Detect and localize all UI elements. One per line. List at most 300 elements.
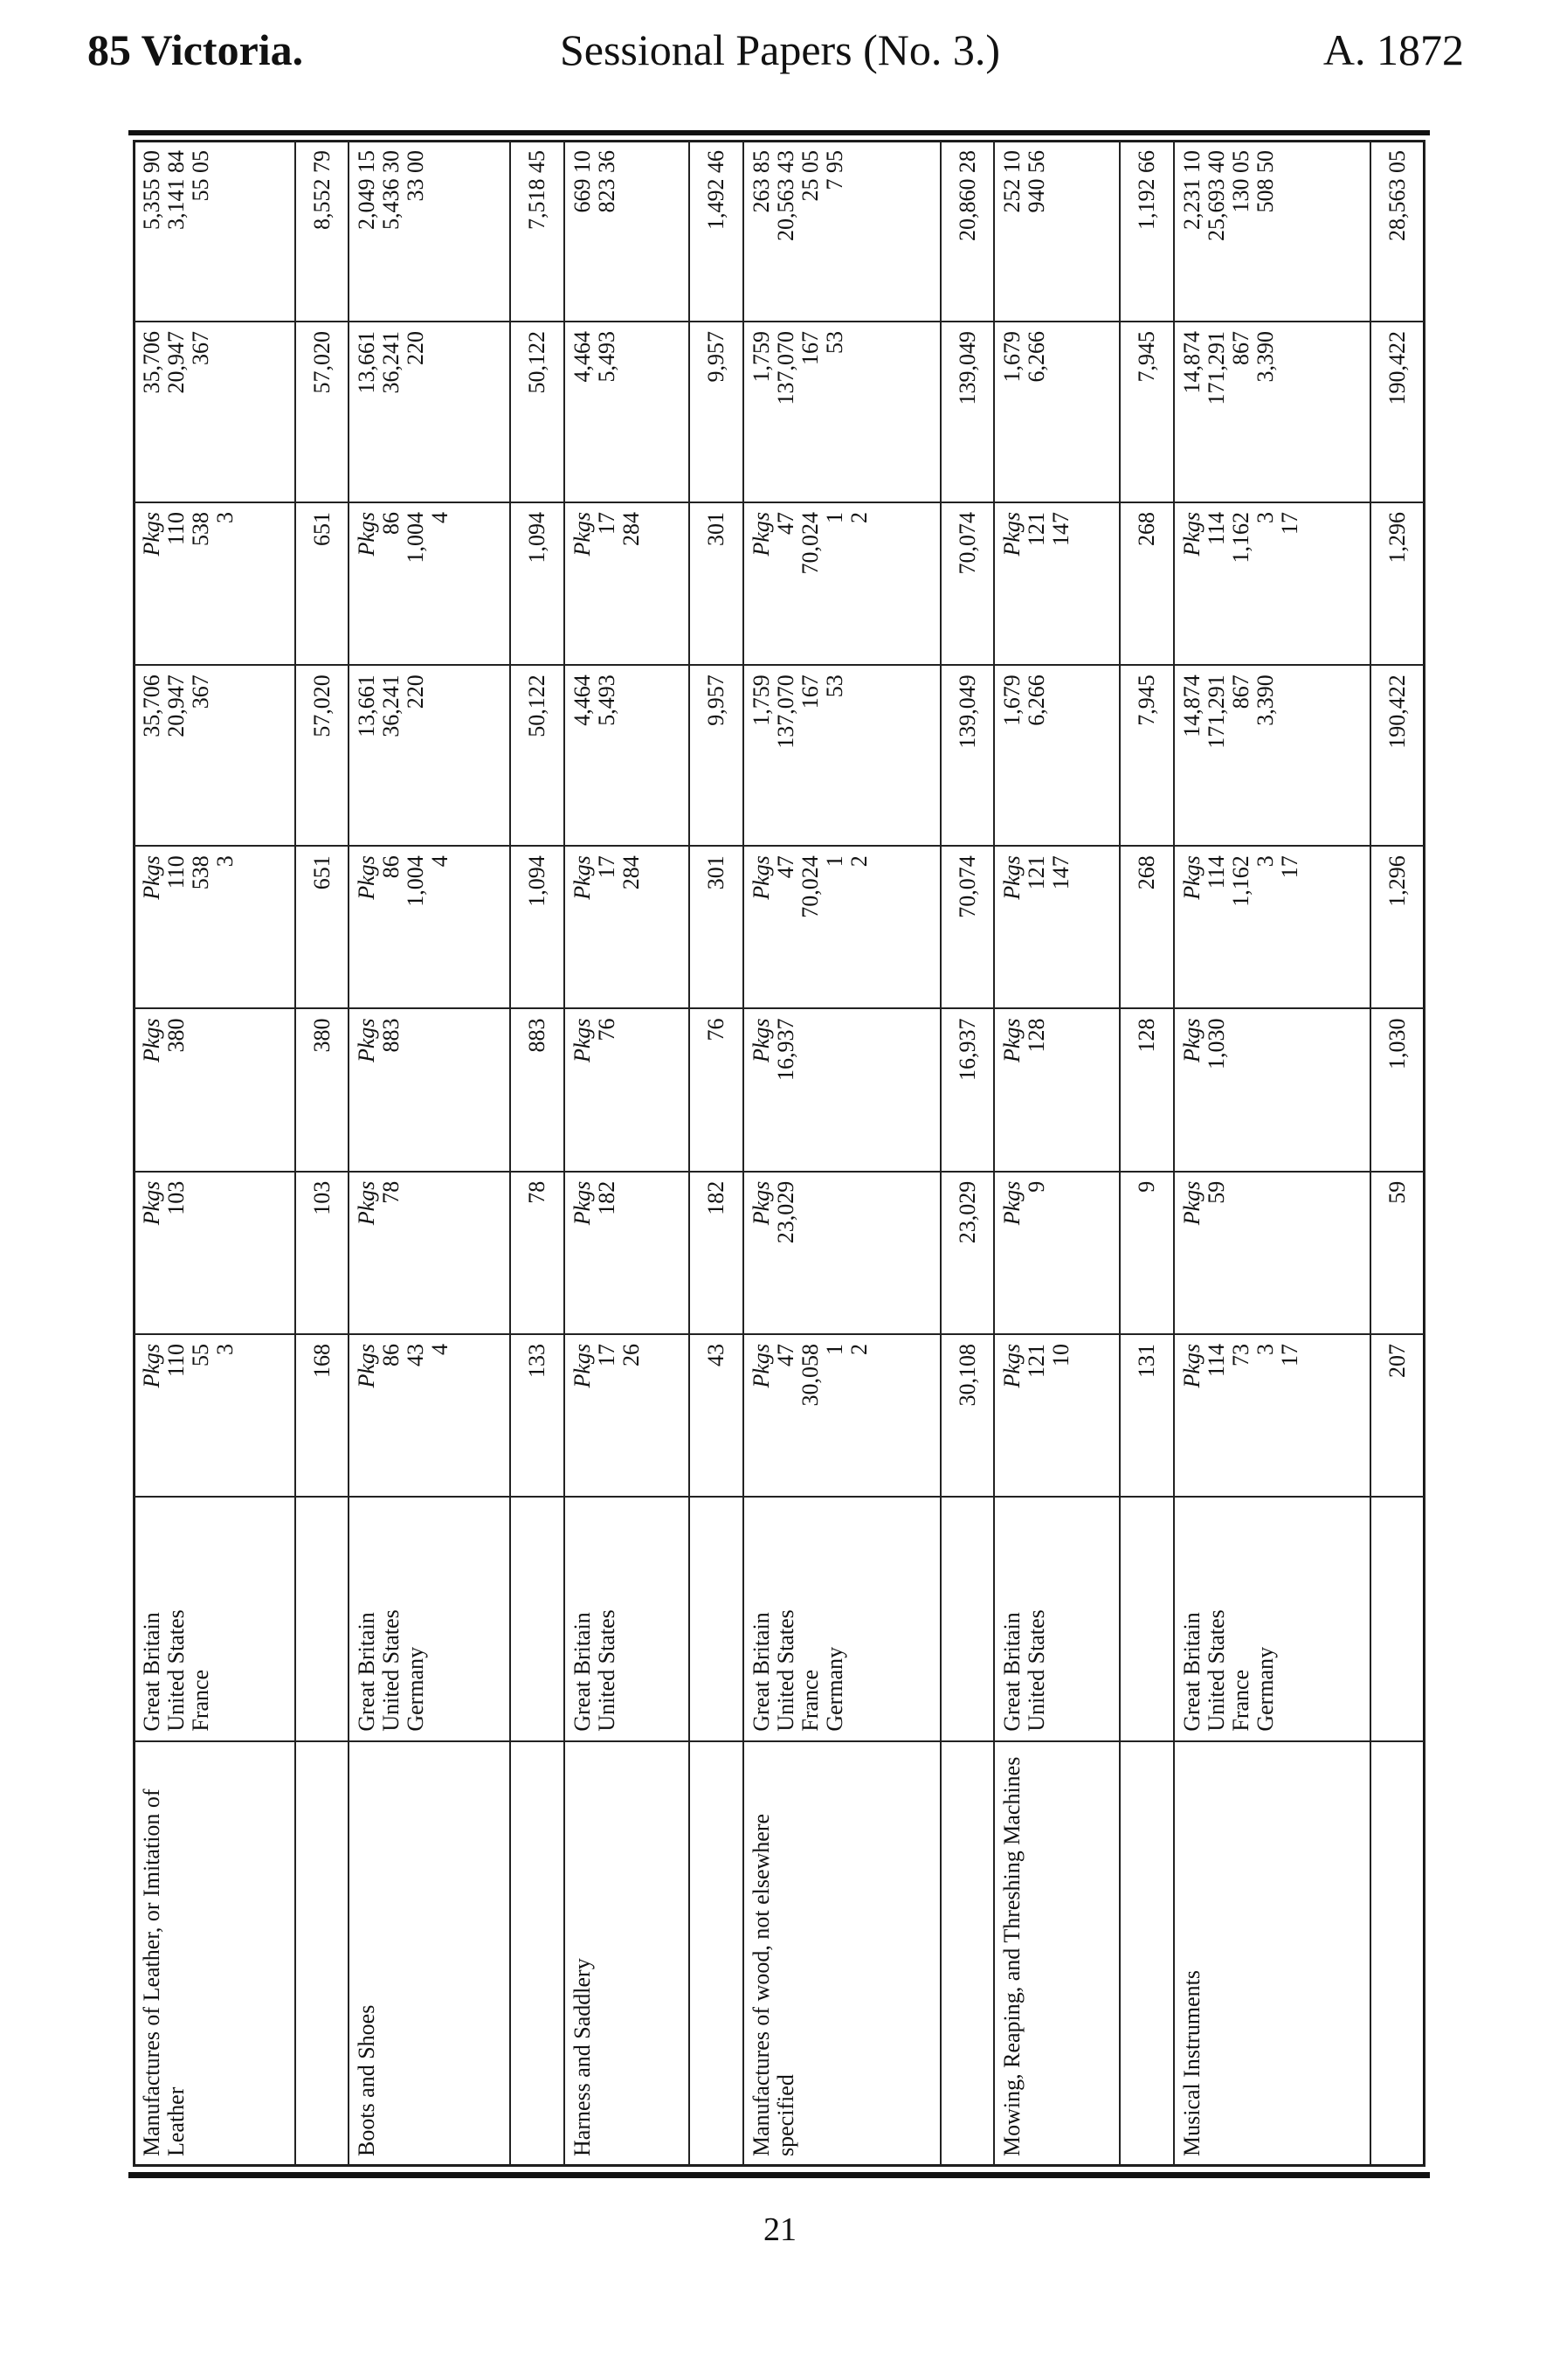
value: 20,947 xyxy=(163,675,189,737)
value-cell-c8 xyxy=(349,141,510,322)
value-cell-c8 xyxy=(743,141,941,322)
value-cell-c4 xyxy=(1174,846,1371,1008)
value-cell-c2 xyxy=(1174,1172,1371,1334)
value-cell-c7 xyxy=(1174,322,1371,502)
value: 20,947 xyxy=(163,331,189,394)
value: 538 xyxy=(188,855,213,890)
value-cell-c1 xyxy=(349,1334,510,1497)
article-cell xyxy=(134,1741,295,2166)
total-cell-c7: 190,422 xyxy=(1370,322,1425,502)
value-cell-c4 xyxy=(349,846,510,1008)
total-cell-c3: 76 xyxy=(689,1008,743,1171)
value-cell-c1 xyxy=(564,1334,690,1497)
value: 4,464 xyxy=(569,675,595,726)
value: 114 xyxy=(1203,855,1229,889)
unit-label: Pkgs xyxy=(139,511,164,557)
country-cell xyxy=(564,1497,690,1740)
total-cell-c8: 28,563 05 xyxy=(1370,141,1425,322)
unit-label: Pkgs xyxy=(569,1343,595,1388)
value: 59 xyxy=(1203,1180,1229,1204)
total-row xyxy=(689,141,743,2166)
value: 1,679 xyxy=(999,331,1025,383)
total-cell-c4: 1,296 xyxy=(1370,846,1425,1008)
article-name: Boots and Shoes xyxy=(354,2004,380,2156)
value: 16,937 xyxy=(772,1018,798,1081)
article-cell xyxy=(743,1741,941,2166)
value: 147 xyxy=(1048,855,1074,890)
total-cell-c6: 268 xyxy=(1120,502,1174,665)
value-cell-c7 xyxy=(994,322,1120,502)
total-spacer xyxy=(1370,1741,1425,2166)
value-cell-c2 xyxy=(134,1172,295,1334)
value-cell-c8 xyxy=(1174,141,1371,322)
value-cell-c3 xyxy=(1174,1008,1371,1171)
unit-label: Pkgs xyxy=(999,1180,1025,1226)
total-cell-c7: 7,945 xyxy=(1120,322,1174,502)
total-cell-c1: 168 xyxy=(295,1334,349,1497)
value: 4 xyxy=(427,1343,453,1355)
value: 53 xyxy=(821,675,847,698)
value: 26 xyxy=(618,1343,644,1366)
import-ledger-table xyxy=(133,140,1425,2167)
value-cell-c6 xyxy=(743,502,941,665)
value-cell-c4 xyxy=(564,846,690,1008)
unit-label: Pkgs xyxy=(1178,1180,1205,1226)
value-cell-c5 xyxy=(134,665,295,846)
value: 30,058 xyxy=(797,1343,823,1407)
country-name: United States xyxy=(1024,1609,1050,1732)
value: 2 xyxy=(846,511,872,523)
value: 47 xyxy=(772,1343,798,1366)
value-cell-c6 xyxy=(564,502,690,665)
value: 220 xyxy=(403,331,429,366)
total-cell-c2: 23,029 xyxy=(941,1172,995,1334)
unit-label: Pkgs xyxy=(748,1018,774,1062)
section-row xyxy=(134,141,295,2166)
value: 23,029 xyxy=(772,1180,798,1244)
unit-label: Pkgs xyxy=(354,511,380,557)
total-cell-c7: 139,049 xyxy=(941,322,995,502)
value: 4 xyxy=(427,511,453,523)
value: 171,291 xyxy=(1203,675,1229,749)
value-cell-c1 xyxy=(994,1334,1120,1497)
total-row xyxy=(941,141,995,2166)
unit-label: Pkgs xyxy=(569,1018,595,1062)
value-cell-c8 xyxy=(564,141,690,322)
value: 284 xyxy=(618,855,644,890)
value: 1,679 xyxy=(999,675,1025,726)
value: 33 00 xyxy=(403,150,429,202)
value: 263 85 xyxy=(748,150,774,213)
value: 3 xyxy=(1252,1343,1278,1355)
total-cell-c1: 131 xyxy=(1120,1334,1174,1497)
total-cell-c4: 268 xyxy=(1120,846,1174,1008)
value-cell-c2 xyxy=(349,1172,510,1334)
document-title: Sessional Papers (No. 3.) xyxy=(559,25,1001,74)
unit-label: Pkgs xyxy=(1178,855,1205,900)
article-name: Manufactures of wood, not elsewhere specified xyxy=(748,1813,798,2156)
total-cell-c1: 207 xyxy=(1370,1334,1425,1497)
value: 167 xyxy=(797,675,823,709)
total-cell-c6: 1,296 xyxy=(1370,502,1425,665)
value: 2,231 10 xyxy=(1178,150,1205,230)
value: 73 xyxy=(1227,1343,1253,1366)
total-row xyxy=(1370,141,1425,2166)
value: 43 xyxy=(403,1343,429,1366)
total-cell-c5: 9,957 xyxy=(689,665,743,846)
section-row xyxy=(1174,141,1371,2166)
value: 940 56 xyxy=(1024,150,1050,213)
country-name: Great Britain xyxy=(354,1612,380,1732)
value: 25 05 xyxy=(797,150,823,202)
value: 114 xyxy=(1203,1343,1229,1378)
value: 137,070 xyxy=(772,331,798,405)
value: 3 xyxy=(1252,855,1278,868)
value: 35,706 xyxy=(139,331,164,394)
value: 55 05 xyxy=(188,150,213,202)
value-cell-c3 xyxy=(564,1008,690,1171)
total-spacer xyxy=(941,1497,995,1740)
country-name: Great Britain xyxy=(569,1612,595,1732)
value-cell-c8 xyxy=(994,141,1120,322)
value: 5,493 xyxy=(593,675,619,726)
value: 110 xyxy=(163,1343,189,1378)
total-cell-c8: 1,492 46 xyxy=(689,141,743,322)
section-row xyxy=(564,141,690,2166)
value: 2,049 15 xyxy=(354,150,380,230)
unit-label: Pkgs xyxy=(354,1343,380,1388)
unit-label: Pkgs xyxy=(999,855,1025,900)
value: 2 xyxy=(846,1343,872,1355)
value: 3 xyxy=(1252,511,1278,523)
total-spacer xyxy=(1120,1497,1174,1740)
total-cell-c2: 103 xyxy=(295,1172,349,1334)
total-cell-c2: 59 xyxy=(1370,1172,1425,1334)
value: 6,266 xyxy=(1024,675,1050,726)
value: 47 xyxy=(772,511,798,535)
total-cell-c2: 78 xyxy=(510,1172,564,1334)
unit-label: Pkgs xyxy=(569,855,595,900)
value: 121 xyxy=(1024,511,1050,546)
value: 284 xyxy=(618,511,644,546)
unit-label: Pkgs xyxy=(139,1180,164,1226)
value-cell-c6 xyxy=(994,502,1120,665)
value: 36,241 xyxy=(378,331,404,394)
value: 47 xyxy=(772,855,798,879)
total-cell-c6: 651 xyxy=(295,502,349,665)
value-cell-c7 xyxy=(564,322,690,502)
value: 1,162 xyxy=(1227,511,1253,564)
value-cell-c5 xyxy=(349,665,510,846)
value: 110 xyxy=(163,511,189,546)
total-cell-c1: 133 xyxy=(510,1334,564,1497)
value: 669 10 xyxy=(569,150,595,213)
total-spacer xyxy=(941,1741,995,2166)
total-row xyxy=(1120,141,1174,2166)
article-cell xyxy=(564,1741,690,2166)
unit-label: Pkgs xyxy=(1178,1018,1205,1062)
total-cell-c6: 301 xyxy=(689,502,743,665)
unit-label: Pkgs xyxy=(748,855,774,900)
country-name: United States xyxy=(772,1609,798,1732)
total-cell-c5: 190,422 xyxy=(1370,665,1425,846)
bottom-rule xyxy=(128,2172,1430,2178)
value: 7 95 xyxy=(821,150,847,190)
country-name: Germany xyxy=(403,1646,429,1732)
total-spacer xyxy=(295,1497,349,1740)
rotated-table-container xyxy=(133,140,1425,2167)
value: 3 xyxy=(212,855,238,868)
ledger-body xyxy=(134,141,1425,2166)
value: 367 xyxy=(188,331,213,366)
article-cell xyxy=(349,1741,510,2166)
value: 1,004 xyxy=(403,511,429,564)
value: 86 xyxy=(378,511,404,535)
value: 823 36 xyxy=(593,150,619,213)
unit-label: Pkgs xyxy=(748,1180,774,1226)
value: 508 50 xyxy=(1252,150,1278,213)
country-name: United States xyxy=(1203,1609,1229,1732)
value: 3,390 xyxy=(1252,675,1278,726)
value: 1 xyxy=(821,511,847,523)
value: 9 xyxy=(1024,1180,1050,1193)
value: 20,563 43 xyxy=(772,150,798,241)
value: 867 xyxy=(1227,331,1253,366)
value-cell-c3 xyxy=(994,1008,1120,1171)
value: 35,706 xyxy=(139,675,164,737)
article-name: Manufactures of Leather, or Imitation of Leather xyxy=(139,1788,189,2156)
unit-label: Pkgs xyxy=(748,511,774,557)
value-cell-c5 xyxy=(564,665,690,846)
country-name: Germany xyxy=(1252,1646,1278,1732)
total-spacer xyxy=(689,1497,743,1740)
value: 128 xyxy=(1024,1018,1050,1053)
unit-label: Pkgs xyxy=(1178,1343,1205,1388)
total-cell-c8: 7,518 45 xyxy=(510,141,564,322)
country-name: Great Britain xyxy=(1178,1612,1205,1732)
total-cell-c5: 7,945 xyxy=(1120,665,1174,846)
value: 171,291 xyxy=(1203,331,1229,405)
value-cell-c5 xyxy=(994,665,1120,846)
value-cell-c5 xyxy=(1174,665,1371,846)
total-cell-c7: 50,122 xyxy=(510,322,564,502)
value-cell-c1 xyxy=(1174,1334,1371,1497)
section-row xyxy=(349,141,510,2166)
value: 137,070 xyxy=(772,675,798,749)
country-name: Great Britain xyxy=(748,1612,774,1732)
value: 110 xyxy=(163,855,189,889)
value: 76 xyxy=(593,1018,619,1041)
value: 367 xyxy=(188,675,213,709)
country-cell xyxy=(994,1497,1120,1740)
total-cell-c8: 20,860 28 xyxy=(941,141,995,322)
value: 3 xyxy=(212,1343,238,1355)
value: 147 xyxy=(1048,511,1074,546)
value: 1,030 xyxy=(1203,1018,1229,1069)
year-header: A. 1872 xyxy=(1322,25,1464,74)
total-cell-c3: 380 xyxy=(295,1008,349,1171)
value-cell-c6 xyxy=(1174,502,1371,665)
value: 17 xyxy=(1276,511,1302,535)
value: 53 xyxy=(821,331,847,355)
unit-label: Pkgs xyxy=(354,855,380,900)
unit-label: Pkgs xyxy=(569,511,595,557)
session-header: 85 Victoria. xyxy=(87,25,304,74)
total-spacer xyxy=(510,1497,564,1740)
value-cell-c7 xyxy=(349,322,510,502)
total-cell-c3: 16,937 xyxy=(941,1008,995,1171)
country-name: France xyxy=(797,1669,823,1732)
country-name: France xyxy=(188,1669,213,1732)
country-name: United States xyxy=(163,1609,189,1732)
value: 14,874 xyxy=(1178,675,1205,737)
value: 17 xyxy=(593,1343,619,1366)
value-cell-c2 xyxy=(743,1172,941,1334)
total-cell-c6: 1,094 xyxy=(510,502,564,665)
value: 5,355 90 xyxy=(139,150,164,230)
value: 10 xyxy=(1048,1343,1074,1366)
total-spacer xyxy=(510,1741,564,2166)
total-cell-c8: 1,192 66 xyxy=(1120,141,1174,322)
total-cell-c5: 57,020 xyxy=(295,665,349,846)
country-name: Great Britain xyxy=(139,1612,164,1732)
value-cell-c3 xyxy=(743,1008,941,1171)
total-cell-c4: 651 xyxy=(295,846,349,1008)
value: 103 xyxy=(163,1180,189,1215)
value: 36,241 xyxy=(378,675,404,737)
value: 4,464 xyxy=(569,331,595,383)
value: 121 xyxy=(1024,1343,1050,1378)
value: 252 10 xyxy=(999,150,1025,213)
value: 1,162 xyxy=(1227,855,1253,907)
article-cell xyxy=(994,1741,1120,2166)
value: 17 xyxy=(1276,855,1302,879)
total-cell-c7: 57,020 xyxy=(295,322,349,502)
country-cell xyxy=(349,1497,510,1740)
total-cell-c3: 1,030 xyxy=(1370,1008,1425,1171)
value: 70,024 xyxy=(797,511,823,575)
section-row xyxy=(994,141,1120,2166)
value: 130 05 xyxy=(1227,150,1253,213)
value-cell-c4 xyxy=(994,846,1120,1008)
value: 13,661 xyxy=(354,675,380,737)
value: 17 xyxy=(593,855,619,879)
value: 55 xyxy=(188,1343,213,1366)
value-cell-c1 xyxy=(134,1334,295,1497)
value: 17 xyxy=(1276,1343,1302,1366)
total-cell-c1: 43 xyxy=(689,1334,743,1497)
value: 114 xyxy=(1203,511,1229,546)
value-cell-c2 xyxy=(564,1172,690,1334)
page-number: 21 xyxy=(763,2211,797,2248)
value: 14,874 xyxy=(1178,331,1205,394)
value: 1,759 xyxy=(748,331,774,383)
value: 86 xyxy=(378,1343,404,1366)
value: 17 xyxy=(593,511,619,535)
total-row xyxy=(295,141,349,2166)
value: 3,141 84 xyxy=(163,150,189,230)
article-name: Musical Instruments xyxy=(1178,1969,1205,2156)
unit-label: Pkgs xyxy=(999,1343,1025,1388)
country-name: United States xyxy=(378,1609,404,1732)
value: 5,493 xyxy=(593,331,619,383)
top-rule xyxy=(128,130,1430,135)
value: 167 xyxy=(797,331,823,366)
country-name: United States xyxy=(593,1609,619,1732)
value: 78 xyxy=(378,1180,404,1204)
article-cell xyxy=(1174,1741,1371,2166)
value: 538 xyxy=(188,511,213,546)
article-name: Harness and Saddlery xyxy=(569,1958,595,2156)
value: 25,693 40 xyxy=(1203,150,1229,241)
total-cell-c4: 70,074 xyxy=(941,846,995,1008)
value: 6,266 xyxy=(1024,331,1050,383)
value-cell-c7 xyxy=(134,322,295,502)
value-cell-c3 xyxy=(134,1008,295,1171)
total-cell-c2: 182 xyxy=(689,1172,743,1334)
total-row xyxy=(510,141,564,2166)
value: 13,661 xyxy=(354,331,380,394)
total-cell-c3: 128 xyxy=(1120,1008,1174,1171)
country-name: Great Britain xyxy=(999,1612,1025,1732)
unit-label: Pkgs xyxy=(354,1180,380,1226)
value: 380 xyxy=(163,1018,189,1053)
total-cell-c5: 139,049 xyxy=(941,665,995,846)
total-spacer xyxy=(1120,1741,1174,2166)
unit-label: Pkgs xyxy=(139,855,164,900)
value-cell-c4 xyxy=(134,846,295,1008)
value: 1 xyxy=(821,1343,847,1355)
value-cell-c8 xyxy=(134,141,295,322)
value: 182 xyxy=(593,1180,619,1215)
value-cell-c5 xyxy=(743,665,941,846)
value: 1 xyxy=(821,855,847,868)
total-spacer xyxy=(295,1741,349,2166)
unit-label: Pkgs xyxy=(354,1018,380,1062)
total-cell-c4: 301 xyxy=(689,846,743,1008)
value-cell-c3 xyxy=(349,1008,510,1171)
total-cell-c2: 9 xyxy=(1120,1172,1174,1334)
section-row xyxy=(743,141,941,2166)
country-cell xyxy=(134,1497,295,1740)
unit-label: Pkgs xyxy=(139,1018,164,1062)
value-cell-c4 xyxy=(743,846,941,1008)
country-name: France xyxy=(1227,1669,1253,1732)
value-cell-c7 xyxy=(743,322,941,502)
value: 220 xyxy=(403,675,429,709)
unit-label: Pkgs xyxy=(569,1180,595,1226)
total-cell-c3: 883 xyxy=(510,1008,564,1171)
value: 867 xyxy=(1227,675,1253,709)
value: 1,004 xyxy=(403,855,429,907)
total-cell-c7: 9,957 xyxy=(689,322,743,502)
total-spacer xyxy=(1370,1497,1425,1740)
total-cell-c8: 8,552 79 xyxy=(295,141,349,322)
country-cell xyxy=(743,1497,941,1740)
unit-label: Pkgs xyxy=(999,511,1025,557)
value-cell-c6 xyxy=(349,502,510,665)
unit-label: Pkgs xyxy=(999,1018,1025,1062)
value: 86 xyxy=(378,855,404,879)
total-spacer xyxy=(689,1741,743,2166)
value: 5,436 30 xyxy=(378,150,404,230)
total-cell-c5: 50,122 xyxy=(510,665,564,846)
value: 883 xyxy=(378,1018,404,1053)
value: 3 xyxy=(212,511,238,523)
total-cell-c4: 1,094 xyxy=(510,846,564,1008)
country-name: Germany xyxy=(821,1646,847,1732)
value-cell-c1 xyxy=(743,1334,941,1497)
